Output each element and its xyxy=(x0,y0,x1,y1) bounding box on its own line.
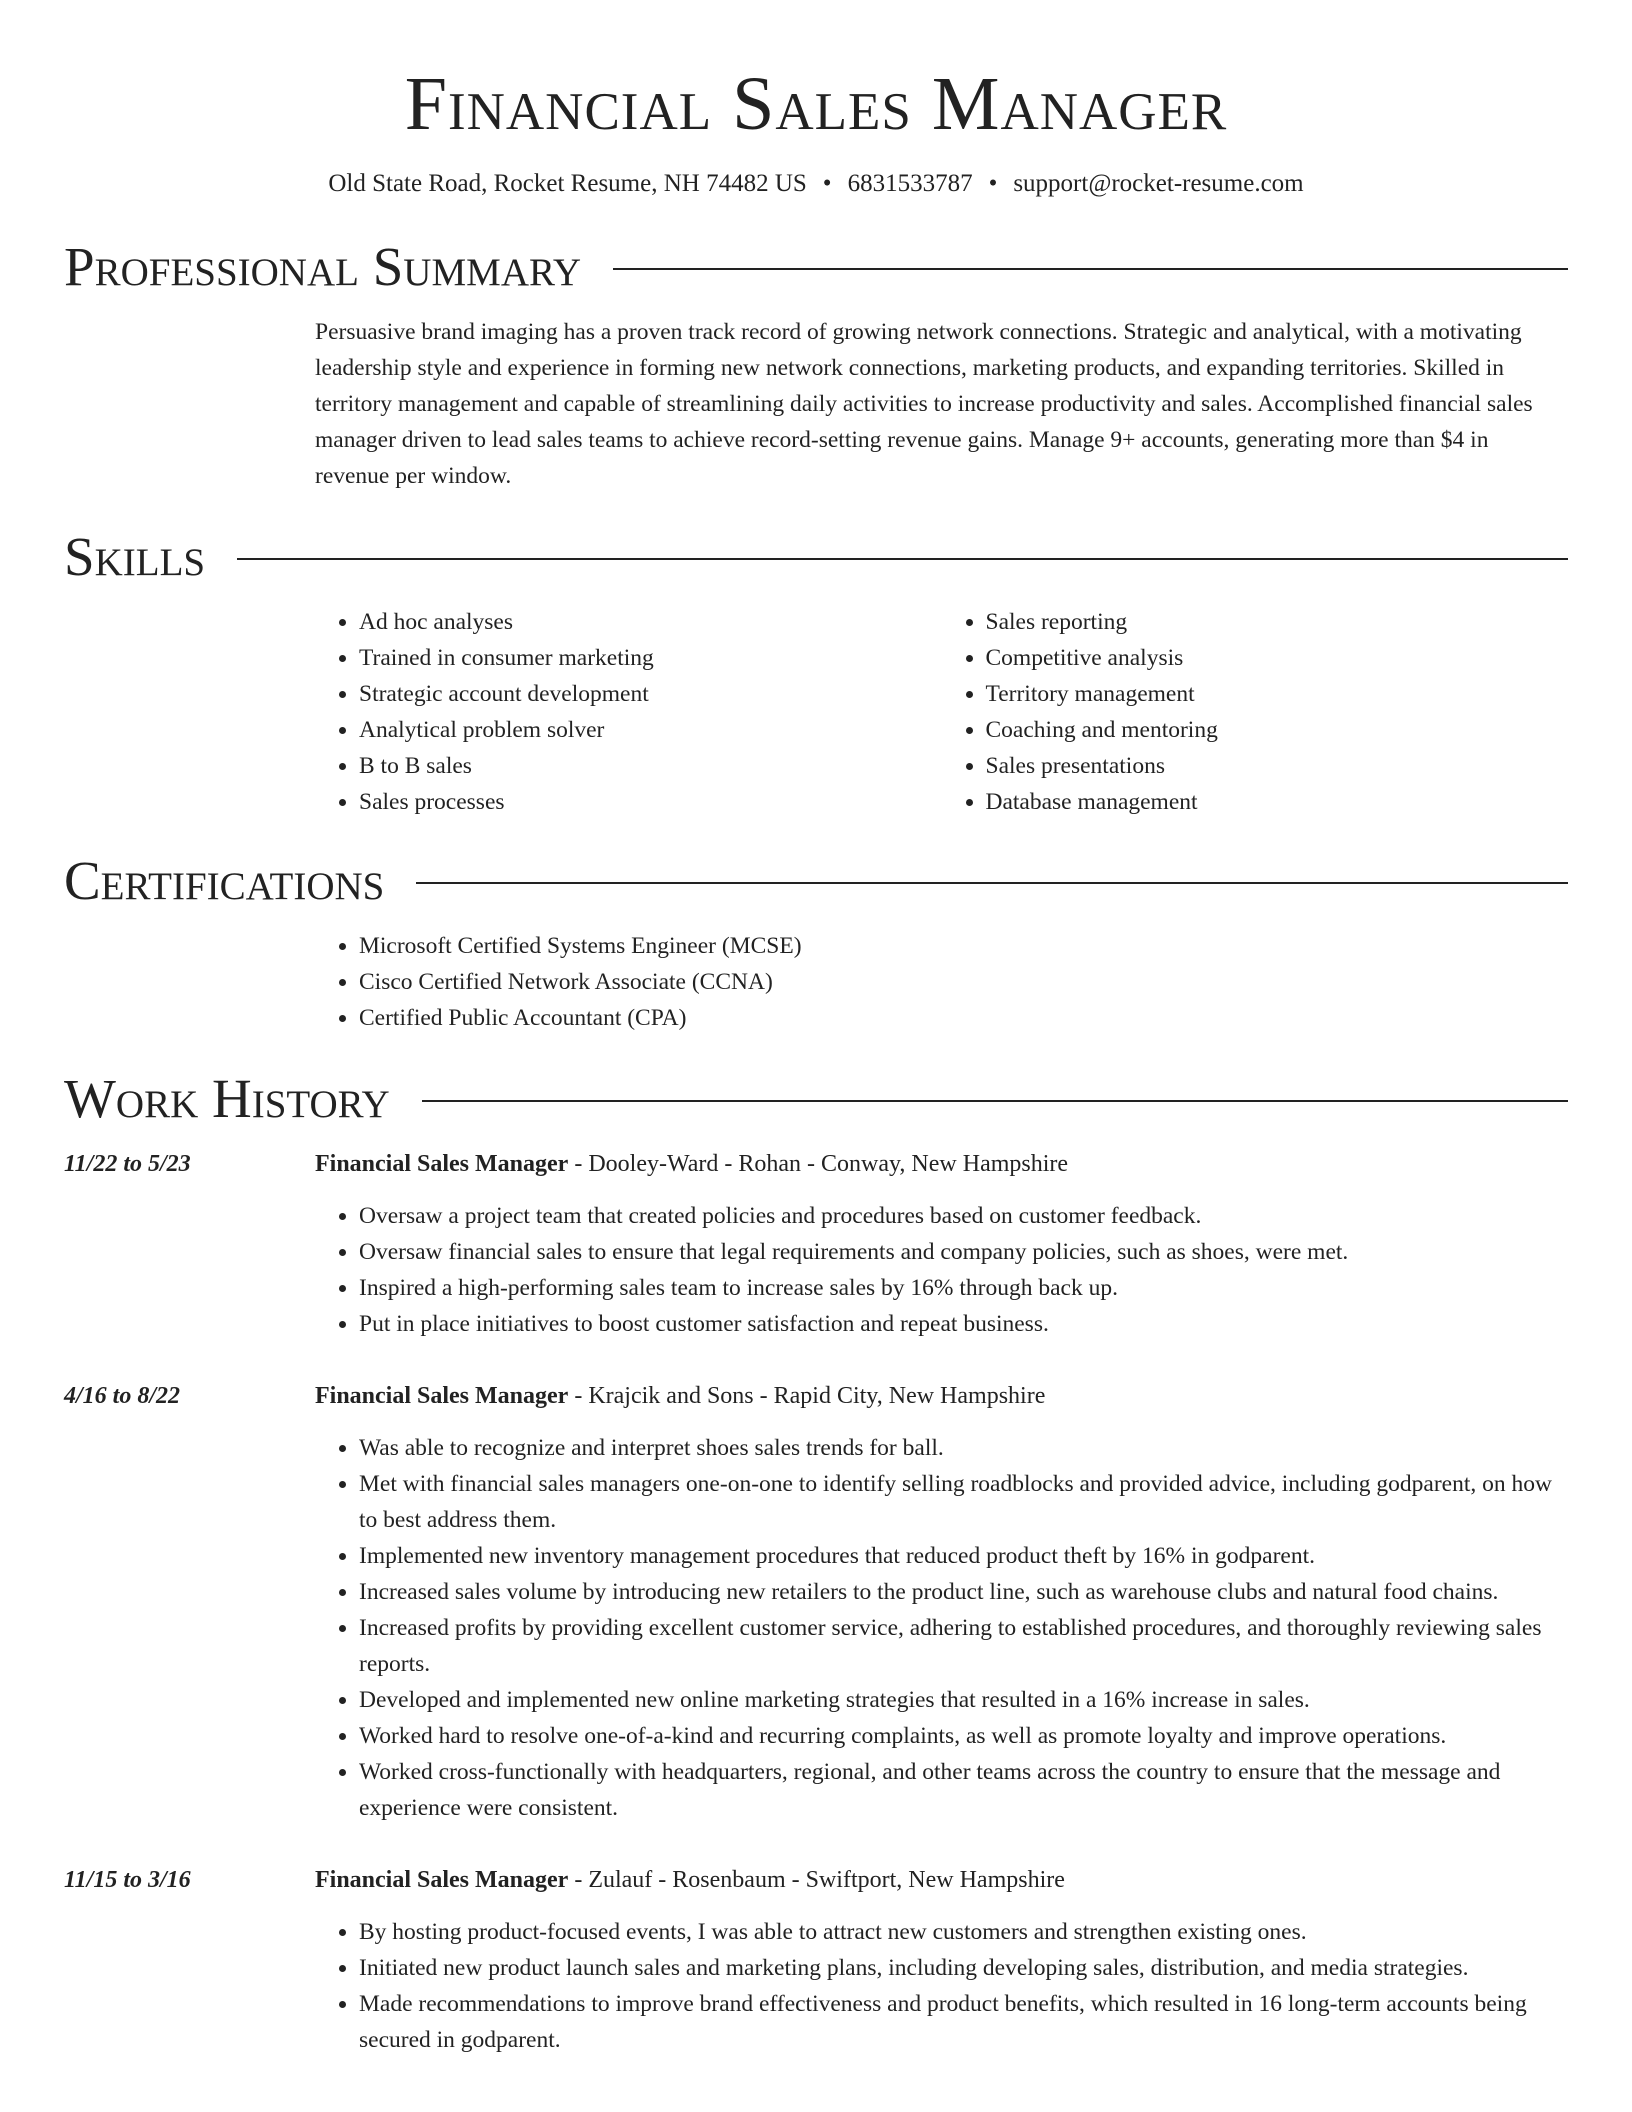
contact-separator: • xyxy=(988,170,998,197)
certifications-heading: Certifications xyxy=(64,850,385,911)
job-employer-location: - Zulauf - Rosenbaum - Swiftport, New Hampshire xyxy=(568,1867,1065,1893)
job-title: Financial Sales Manager xyxy=(315,1383,569,1409)
job-bullet: • Worked cross-functionally with headquarters, regional, and other teams across the country to ensure that the message and experience were consistent. xyxy=(359,1754,1568,1826)
resume-name: Financial Sales Manager xyxy=(404,62,1228,146)
summary-section-header xyxy=(64,234,1568,300)
summary-heading: Professional Summary xyxy=(64,236,582,297)
skills-section-header xyxy=(64,524,1568,590)
job-bullet: • Implemented new inventory management procedures that reduced product theft by 16% in godparent. xyxy=(359,1538,1568,1574)
skill-item: • Analytical problem solver xyxy=(359,712,942,748)
certification-item: • Microsoft Certified Systems Engineer (MCSE) xyxy=(359,928,1568,964)
skill-item: • Database management xyxy=(986,784,1569,820)
job-bullet: • Was able to recognize and interpret shoes sales trends for ball. xyxy=(359,1430,1568,1466)
skill-item: • Territory management xyxy=(986,676,1569,712)
skills-left-column xyxy=(315,604,942,820)
job-title: Financial Sales Manager xyxy=(315,1867,569,1893)
contact-line xyxy=(0,168,1632,200)
work-history-list xyxy=(0,1146,1632,2058)
certification-item: • Cisco Certified Network Associate (CCNA) xyxy=(359,964,1568,1000)
job-bullet: • Developed and implemented new online marketing strategies that resulted in a 16% increase in sales. xyxy=(359,1682,1568,1718)
contact-email: support@rocket-resume.com xyxy=(1013,170,1304,197)
job-detail xyxy=(315,1862,1568,2058)
job-bullets xyxy=(315,1430,1568,1826)
job-dates: 4/16 to 8/22 xyxy=(64,1383,181,1409)
skill-item: • B to B sales xyxy=(359,748,942,784)
contact-address: Old State Road, Rocket Resume, NH 74482 US xyxy=(328,170,807,197)
skills-right-column xyxy=(942,604,1569,820)
job-bullet: • Initiated new product launch sales and marketing plans, including developing sales, distribution, and media strategies. xyxy=(359,1950,1568,1986)
job-employer-location: - Krajcik and Sons - Rapid City, New Hampshire xyxy=(568,1383,1046,1409)
job-bullet: • Oversaw financial sales to ensure that legal requirements and company policies, such as shoes, were met. xyxy=(359,1234,1568,1270)
section-divider xyxy=(416,882,1568,884)
job-bullet: • Put in place initiatives to boost customer satisfaction and repeat business. xyxy=(359,1306,1568,1342)
job-detail xyxy=(315,1146,1568,1342)
job-bullet: • Increased profits by providing excellent customer service, adhering to established procedures, and thoroughly reviewing sales reports. xyxy=(359,1610,1568,1682)
certifications-section-header xyxy=(64,848,1568,914)
skill-item: • Sales processes xyxy=(359,784,942,820)
job-title-line xyxy=(315,1862,1568,1898)
job-title-line xyxy=(315,1378,1568,1414)
job-bullet: • Met with financial sales managers one-on-one to identify selling roadblocks and provided advice, including godparent, on how to best address them. xyxy=(359,1466,1568,1538)
summary-body xyxy=(315,314,1568,494)
skill-item: • Sales presentations xyxy=(986,748,1569,784)
job-detail xyxy=(315,1378,1568,1826)
summary-text: Persuasive brand imaging has a proven track record of growing network connections. Strategic and analytical, with a motivating leadership style and experience in forming new network connections, marketing products, and expanding territories. Skilled in territory management and capable of streamlining daily activities to increase productivity and sales. Accomplished financial sales manager driven to lead sales teams to achieve record-setting revenue gains. Manage 9+ accounts, generating more than $4 in revenue per window. xyxy=(315,319,1533,489)
work-heading: Work History xyxy=(64,1068,390,1129)
job-title-line xyxy=(315,1146,1568,1182)
section-divider xyxy=(613,268,1568,270)
job-dates: 11/22 to 5/23 xyxy=(64,1151,191,1177)
job-bullets xyxy=(315,1198,1568,1342)
skills-list xyxy=(315,604,1568,820)
job-entry xyxy=(64,1146,1568,1342)
job-bullets xyxy=(315,1914,1568,2058)
certification-item: • Certified Public Accountant (CPA) xyxy=(359,1000,1568,1036)
job-title: Financial Sales Manager xyxy=(315,1151,569,1177)
section-divider xyxy=(237,558,1568,560)
skill-item: • Coaching and mentoring xyxy=(986,712,1569,748)
job-bullet: • Worked hard to resolve one-of-a-kind and recurring complaints, as well as promote loyalty and improve operations. xyxy=(359,1718,1568,1754)
job-bullet: • Inspired a high-performing sales team to increase sales by 16% through back up. xyxy=(359,1270,1568,1306)
section-divider xyxy=(422,1100,1568,1102)
contact-phone: 6831533787 xyxy=(847,170,973,197)
certifications-list xyxy=(315,928,1568,1036)
job-bullet: • Increased sales volume by introducing new retailers to the product line, such as warehouse clubs and natural food chains. xyxy=(359,1574,1568,1610)
job-bullet: • Made recommendations to improve brand effectiveness and product benefits, which resulted in 16 long-term accounts being secured in godparent. xyxy=(359,1986,1568,2058)
skill-item: • Sales reporting xyxy=(986,604,1569,640)
work-section-header xyxy=(64,1066,1568,1132)
job-bullet: • Oversaw a project team that created policies and procedures based on customer feedback. xyxy=(359,1198,1568,1234)
skill-item: • Competitive analysis xyxy=(986,640,1569,676)
job-bullet: • By hosting product-focused events, I was able to attract new customers and strengthen existing ones. xyxy=(359,1914,1568,1950)
job-entry xyxy=(64,1862,1568,2058)
skill-item: • Strategic account development xyxy=(359,676,942,712)
job-entry xyxy=(64,1378,1568,1826)
skill-item: • Ad hoc analyses xyxy=(359,604,942,640)
certifications-body xyxy=(315,928,1568,1036)
job-dates: 11/15 to 3/16 xyxy=(64,1867,191,1893)
skills-heading: Skills xyxy=(64,526,206,587)
job-employer-location: - Dooley-Ward - Rohan - Conway, New Hampshire xyxy=(568,1151,1069,1177)
contact-separator: • xyxy=(822,170,832,197)
skill-item: • Trained in consumer marketing xyxy=(359,640,942,676)
